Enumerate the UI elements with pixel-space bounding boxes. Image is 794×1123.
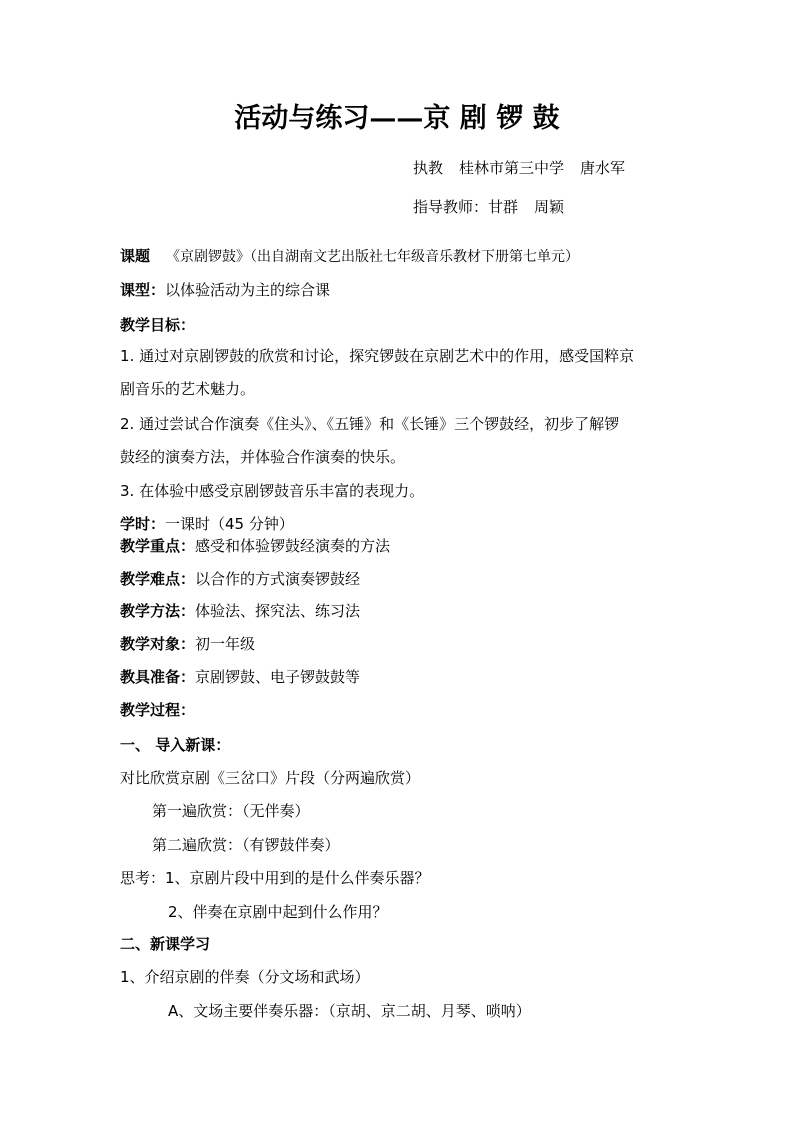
type-value: 以体验活动为主的综合课 (165, 281, 331, 299)
section-2-heading: 二、新课学习 (120, 935, 211, 953)
topic-value: 《京剧锣鼓》（出自湖南文艺出版社七年级音乐教材下册第七单元） (166, 249, 580, 265)
process-label: 教学过程： (120, 701, 196, 719)
tools-value: 京剧锣鼓、电子锣鼓鼓等 (195, 668, 361, 686)
advisor-label: 指导教师： (413, 198, 489, 216)
key-label: 教学重点： (120, 537, 196, 555)
method-value: 体验法、探究法、练习法 (195, 602, 361, 620)
goal-2-line-2: 鼓经的演奏方法，并体验合作演奏的快乐。 (120, 448, 406, 466)
goal-1-line-2: 剧音乐的艺术魅力。 (120, 380, 256, 398)
hours-line (120, 514, 294, 534)
page-title: 活动与练习——京 剧 锣 鼓 (234, 103, 560, 134)
key-value: 感受和体验锣鼓经演奏的方法 (195, 537, 391, 555)
object-line (120, 634, 255, 654)
compare-line: 对比欣赏京剧《三岔口》片段（分两遍欣赏） (120, 769, 421, 787)
object-value: 初一年级 (195, 635, 256, 653)
type-line (120, 280, 330, 300)
advisor-name-2: 周颖 (534, 198, 565, 216)
think-question-1: 思考：1、京剧片段中用到的是什么伴奏乐器？ (120, 869, 430, 887)
intro-accompaniment-line: 1、介绍京剧的伴奏（分文场和武场） (120, 968, 370, 986)
author-label: 执教 (413, 159, 444, 177)
topic-line (120, 246, 579, 267)
tools-label: 教具准备： (120, 668, 196, 686)
object-label: 教学对象： (120, 635, 196, 653)
topic-label: 课题 (120, 247, 151, 265)
type-label: 课型： (120, 281, 166, 299)
author-line (413, 158, 625, 178)
wenchang-instruments-line: A、文场主要伴奏乐器：（京胡、京二胡、月琴、唢呐） (168, 1002, 531, 1020)
advisor-line (413, 197, 564, 217)
hours-label: 学时： (120, 515, 166, 533)
hours-value: 一课时（45 分钟） (165, 515, 294, 533)
advisor-name-1: 甘群 (488, 198, 519, 216)
goal-1-line-1: 1. 通过对京剧锣鼓的欣赏和讨论，探究锣鼓在京剧艺术中的作用，感受国粹京 (120, 347, 635, 365)
goal-3: 3. 在体验中感受京剧锣鼓音乐丰富的表现力。 (120, 482, 425, 500)
difficulty-label: 教学难点： (120, 570, 196, 588)
key-line (120, 536, 390, 556)
method-line (120, 601, 360, 621)
section-1-heading: 一、 导入新课： (120, 736, 231, 754)
difficulty-line (120, 569, 360, 589)
author-name: 唐水军 (580, 159, 626, 177)
goal-2-line-1: 2. 通过尝试合作演奏《住头》、《五锤》和《长锤》三个锣鼓经，初步了解锣 (120, 415, 620, 433)
method-label: 教学方法： (120, 602, 196, 620)
difficulty-value: 以合作的方式演奏锣鼓经 (195, 570, 361, 588)
tools-line (120, 667, 360, 687)
second-listen-line: 第二遍欣赏：（有锣鼓伴奏） (152, 836, 340, 854)
first-listen-line: 第一遍欣赏：（无伴奏） (152, 802, 310, 820)
author-school: 桂林市第三中学 (459, 159, 565, 177)
think-question-2: 2、伴奏在京剧中起到什么作用？ (168, 903, 388, 921)
goals-label: 教学目标： (120, 316, 196, 334)
